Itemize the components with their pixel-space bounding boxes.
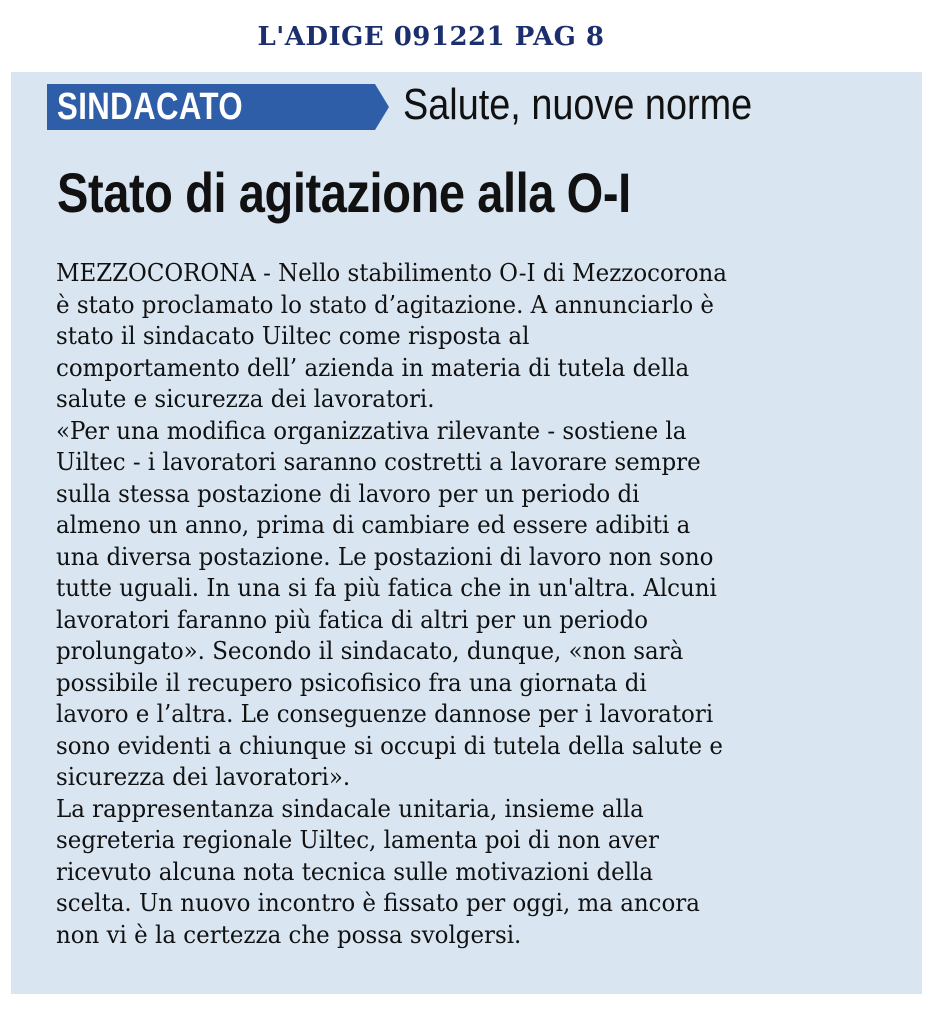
article-clip xyxy=(11,72,922,994)
kicker-row xyxy=(11,80,922,134)
body-line: lavoratori faranno più fatica di altri per un periodo xyxy=(56,605,648,634)
article-subtitle: Salute, nuove norme xyxy=(403,80,753,129)
body-line: non vi è la certezza che possa svolgersi. xyxy=(56,920,522,949)
body-line: «Per una modifica organizzativa rilevante - sostiene la xyxy=(56,416,687,445)
body-line: sulla stessa postazione di lavoro per un periodo di xyxy=(56,479,640,508)
article-body xyxy=(56,258,906,951)
body-line: Uiltec - i lavoratori saranno costretti a lavorare sempre xyxy=(56,448,701,476)
kicker-tag xyxy=(19,82,389,132)
body-line: è stato proclamato lo stato d’agitazione. A annunciarlo è xyxy=(56,290,715,319)
source-header: L'ADIGE 091221 PAG 8 xyxy=(257,22,605,52)
body-line: salute e sicurezza dei lavoratori. xyxy=(56,385,435,413)
body-line: scelta. Un nuovo incontro è fissato per oggi, ma ancora xyxy=(56,889,700,917)
body-line: La rappresentanza sindacale unitaria, insieme alla xyxy=(56,794,644,823)
body-line: sono evidenti a chiunque si occupi di tutela della salute e xyxy=(56,731,723,760)
body-line: ricevuto alcuna nota tecnica sulle motivazioni della xyxy=(56,857,654,886)
body-line: comportamento dell’ azienda in materia di tutela della xyxy=(56,353,690,382)
body-line: stato il sindacato Uiltec come risposta al xyxy=(56,322,530,350)
body-line: almeno un anno, prima di cambiare ed essere adibiti a xyxy=(56,511,691,539)
body-line: prolungato». Secondo il sindacato, dunque, «non sarà xyxy=(56,637,684,665)
body-line: una diversa postazione. Le postazioni di lavoro non sono xyxy=(56,542,714,571)
body-line: possibile il recupero psicofisico fra una giornata di xyxy=(56,668,647,697)
body-line: sicurezza dei lavoratori». xyxy=(56,763,351,791)
body-line: lavoro e l’altra. Le conseguenze dannose per i lavoratori xyxy=(56,700,714,728)
body-line: tutte uguali. In una si fa più fatica che in un'altra. Alcuni xyxy=(56,574,717,602)
kicker-label: SINDACATO xyxy=(57,86,244,128)
body-line: segreteria regionale Uiltec, lamenta poi di non aver xyxy=(56,826,659,854)
body-line: MEZZOCORONA - Nello stabilimento O-I di Mezzocorona xyxy=(56,259,727,287)
article-headline: Stato di agitazione alla O-I xyxy=(57,161,631,224)
